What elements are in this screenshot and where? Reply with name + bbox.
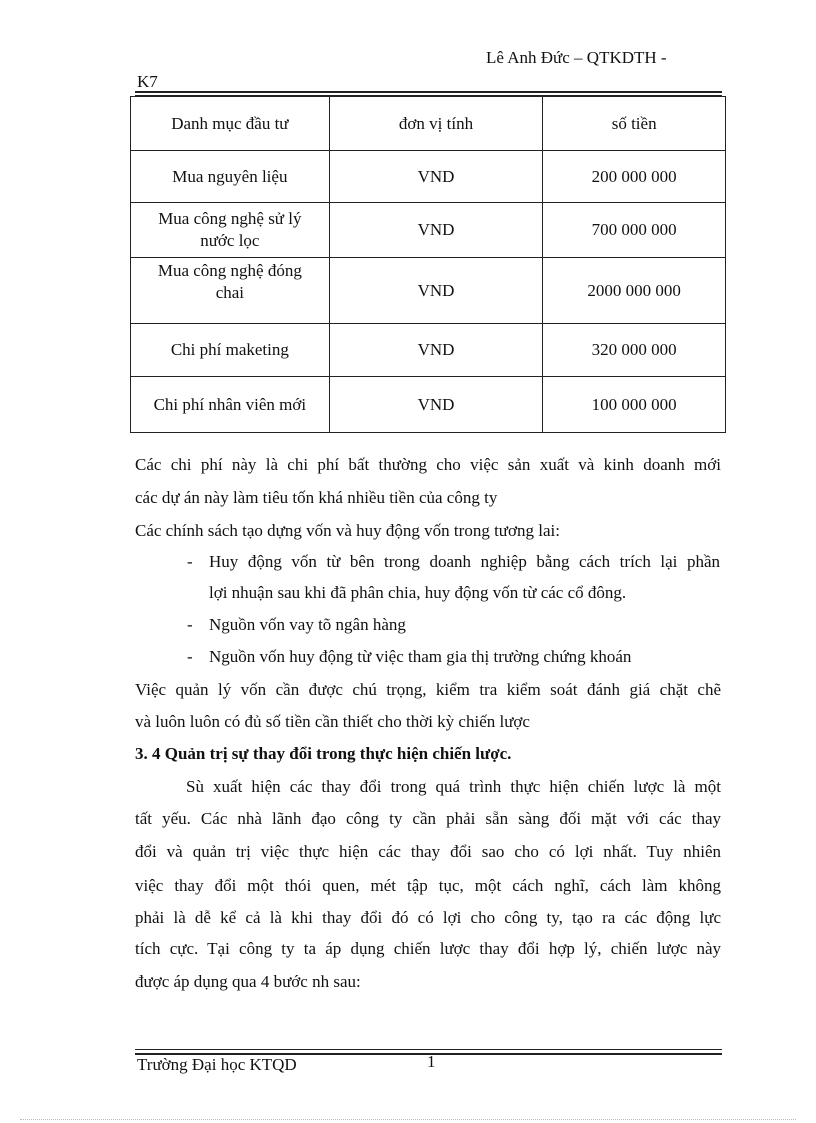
- page-edge-divider: [20, 1119, 796, 1120]
- cell-unit: VND: [329, 324, 543, 377]
- table-row: [131, 203, 726, 258]
- bullet-text-line: lợi nhuận sau khi đã phân chia, huy động vốn từ các cổ đông.: [209, 583, 627, 602]
- bullet-marker: -: [187, 615, 193, 634]
- cell-item: [131, 258, 330, 324]
- column-header: số tiền: [543, 97, 726, 151]
- bullet-marker: -: [187, 552, 193, 571]
- column-header: đơn vị tính: [329, 97, 543, 151]
- column-header: Danh mục đầu tư: [131, 97, 330, 151]
- header-class-code: K7: [137, 72, 158, 91]
- footer-school: Trường Đại học KTQD: [137, 1055, 297, 1074]
- cell-item-line: Mua công nghệ sử lý: [158, 209, 302, 228]
- cell-unit: VND: [329, 377, 543, 433]
- body-paragraph-line: Việc quản lý vốn cần được chú trọng, kiểm tra kiểm soát đánh giá chặt chẽ: [135, 680, 721, 699]
- cell-amount: 2000 000 000: [543, 258, 726, 324]
- table-row: [131, 324, 726, 377]
- cell-amount: 200 000 000: [543, 151, 726, 203]
- page-number: 1: [427, 1052, 436, 1071]
- cell-amount: 320 000 000: [543, 324, 726, 377]
- body-paragraph-line: phải là dễ kể cả là khi thay đổi đó có lợi cho công ty, tạo ra các động lực: [135, 908, 721, 927]
- cell-amount: 700 000 000: [543, 203, 726, 258]
- body-paragraph-line: Sù xuất hiện các thay đổi trong quá trình thực hiện chiến lược là một: [186, 777, 721, 796]
- body-paragraph-line: Các chi phí này là chi phí bất thường cho việc sản xuất và kinh doanh mới: [135, 455, 721, 474]
- cell-item: [131, 203, 330, 258]
- header-rule: [135, 91, 722, 93]
- section-heading: 3. 4 Quản trị sự thay đổi trong thực hiện chiến lược.: [135, 744, 512, 763]
- bullet-marker: -: [187, 647, 193, 666]
- body-paragraph-line: và luôn luôn có đủ số tiền cần thiết cho thời kỳ chiến lược: [135, 712, 530, 731]
- body-paragraph-line: các dự án này làm tiêu tốn khá nhiều tiền của công ty: [135, 488, 498, 507]
- bullet-text-line: Huy động vốn từ bên trong doanh nghiệp bằng cách trích lại phần: [209, 552, 720, 571]
- cell-unit: VND: [329, 203, 543, 258]
- cell-item-line: chai: [215, 283, 245, 302]
- cell-item-line: Mua công nghệ đóng: [157, 261, 302, 280]
- investment-table: [130, 96, 726, 433]
- header-author: Lê Anh Đức – QTKDTH -: [486, 48, 667, 67]
- body-paragraph: Các chính sách tạo dựng vốn và huy động vốn trong tương lai:: [135, 521, 560, 540]
- body-paragraph-line: tất yếu. Các nhà lãnh đạo công ty cần phải sẵn sàng đối mặt với các thay: [135, 809, 721, 828]
- body-paragraph-line: được áp dụng qua 4 bước nh sau:: [135, 972, 361, 991]
- bullet-text-line: Nguồn vốn huy động từ việc tham gia thị trường chứng khoán: [209, 647, 632, 666]
- table-header-row: [131, 97, 726, 151]
- body-paragraph-line: tích cực. Tại công ty ta áp dụng chiến lược thay đổi hợp lý, chiến lược này: [135, 939, 721, 958]
- cell-unit: VND: [329, 258, 543, 324]
- cell-unit: VND: [329, 151, 543, 203]
- body-paragraph-line: việc thay đổi một thói quen, mét tập tục, một cách nghĩ, cách làm không: [135, 876, 721, 895]
- cell-item: Mua nguyên liệu: [131, 151, 330, 203]
- footer-rule-thin: [135, 1049, 722, 1050]
- cell-item-line: nước lọc: [200, 231, 260, 250]
- cell-amount: 100 000 000: [543, 377, 726, 433]
- table-row: [131, 151, 726, 203]
- table-row: [131, 377, 726, 433]
- body-paragraph-line: đổi và quản trị việc thực hiện các thay đổi sao cho có lợi nhất. Tuy nhiên: [135, 842, 721, 861]
- bullet-text-line: Nguồn vốn vay tõ ngân hàng: [209, 615, 406, 634]
- table-row: [131, 258, 726, 324]
- cell-item: Chi phí nhân viên mới: [131, 377, 330, 433]
- cell-item: Chi phí maketing: [131, 324, 330, 377]
